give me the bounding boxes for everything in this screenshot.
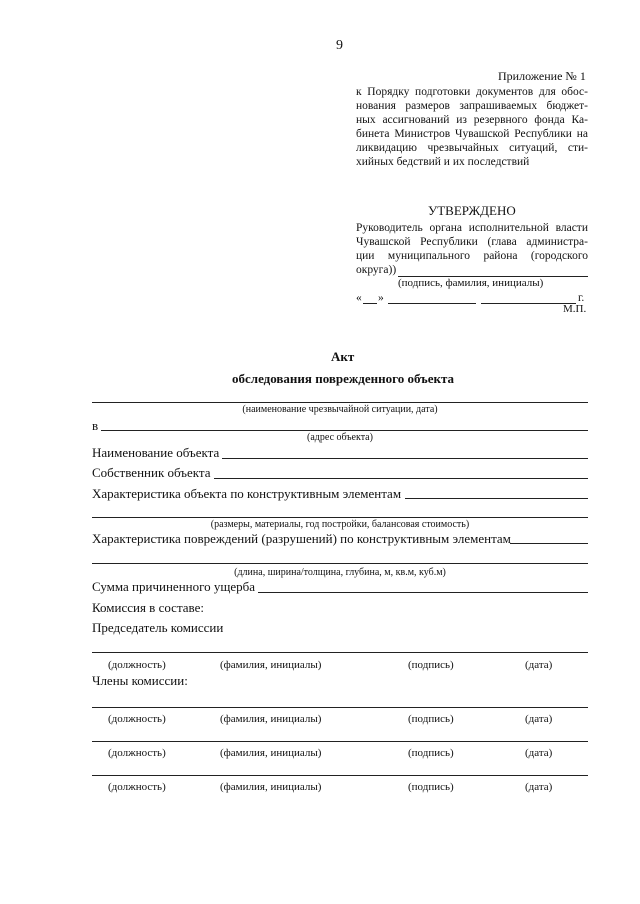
position-caption: (должность): [108, 713, 166, 725]
address-caption: (адрес объекта): [307, 432, 373, 443]
damage-sum-label: Сумма причиненного ущерба: [92, 579, 256, 594]
structural-label: Характеристика объекта по конструктивным элементам: [92, 486, 402, 501]
damage-sum-field[interactable]: [258, 592, 588, 593]
appendix-line: хийных бедствий и их последствий: [356, 156, 530, 168]
date-open-quote: «: [356, 292, 362, 304]
act-title: Акт: [331, 349, 355, 364]
structural-field[interactable]: [405, 498, 588, 499]
object-name-field[interactable]: [222, 458, 588, 459]
date-year-suffix: г.: [578, 292, 585, 304]
structural-field-cont[interactable]: [92, 517, 588, 518]
approval-line: Руководитель органа исполнительной власти: [356, 222, 588, 234]
date-year-line: [481, 303, 576, 304]
member-signature-line[interactable]: [92, 707, 588, 708]
position-caption: (должность): [108, 659, 166, 671]
members-label: Члены комиссии:: [92, 673, 188, 688]
approval-heading: УТВЕРЖДЕНО: [428, 203, 516, 218]
appendix-line: к Порядку подготовки документов для обос-: [356, 86, 588, 98]
act-subtitle: обследования поврежденного объекта: [232, 371, 455, 386]
appendix-line: ликвидацию чрезвычайных ситуаций, сти-: [356, 142, 588, 154]
damage-field-cont[interactable]: [92, 563, 588, 564]
stamp-label: М.П.: [563, 303, 587, 315]
owner-label: Собственник объекта: [92, 465, 211, 480]
approval-line: Чувашской Республики (глава администра-: [356, 236, 588, 248]
date-caption: (дата): [525, 659, 553, 671]
emergency-line: [92, 402, 588, 403]
dimension-caption: (длина, ширина/толщина, глубина, м, кв.м, куб.м): [234, 567, 446, 578]
approval-line: округа)): [356, 264, 397, 276]
size-caption: (размеры, материалы, год постройки, балансовая стоимость): [210, 519, 470, 530]
position-caption: (должность): [108, 781, 166, 793]
date-caption: (дата): [525, 713, 553, 725]
owner-field[interactable]: [214, 478, 588, 479]
appendix-line: нования размеров запрашиваемых бюджет-: [356, 100, 588, 112]
signature-caption: (подпись): [408, 659, 454, 671]
in-label: в: [92, 418, 99, 433]
page-number: 9: [336, 38, 343, 53]
name-caption: (фамилия, инициалы): [220, 713, 322, 725]
appendix-line: ных ассигнований из резервного фонда Ка-: [356, 114, 588, 126]
date-month-line: [388, 303, 476, 304]
signature-caption: (подпись): [408, 713, 454, 725]
appendix-line: бинета Министров Чувашской Республики на: [356, 128, 588, 140]
signature-caption: (подпись): [408, 747, 454, 759]
name-caption: (фамилия, инициалы): [220, 747, 322, 759]
member-signature-line[interactable]: [92, 775, 588, 776]
name-caption: (фамилия, инициалы): [220, 659, 322, 671]
address-line: [101, 430, 588, 431]
approval-line: ции муниципального района (городского: [356, 250, 588, 262]
damage-label: Характеристика повреждений (разрушений) по конструктивным элементам: [92, 531, 511, 546]
date-caption: (дата): [525, 747, 553, 759]
appendix-title: Приложение № 1: [498, 69, 586, 83]
date-day-line: [363, 303, 377, 304]
object-name-label: Наименование объекта: [92, 445, 220, 460]
position-caption: (должность): [108, 747, 166, 759]
damage-field[interactable]: [510, 543, 588, 544]
chairman-signature-line[interactable]: [92, 652, 588, 653]
date-close-quote: »: [378, 292, 384, 304]
commission-label: Комиссия в составе:: [92, 600, 204, 615]
signature-caption: (подпись): [408, 781, 454, 793]
approval-signature-caption: (подпись, фамилия, инициалы): [398, 277, 544, 289]
date-caption: (дата): [525, 781, 553, 793]
emergency-caption: (наименование чрезвычайной ситуации, дата): [242, 404, 438, 415]
member-signature-line[interactable]: [92, 741, 588, 742]
name-caption: (фамилия, инициалы): [220, 781, 322, 793]
chairman-label: Председатель комиссии: [92, 620, 224, 635]
